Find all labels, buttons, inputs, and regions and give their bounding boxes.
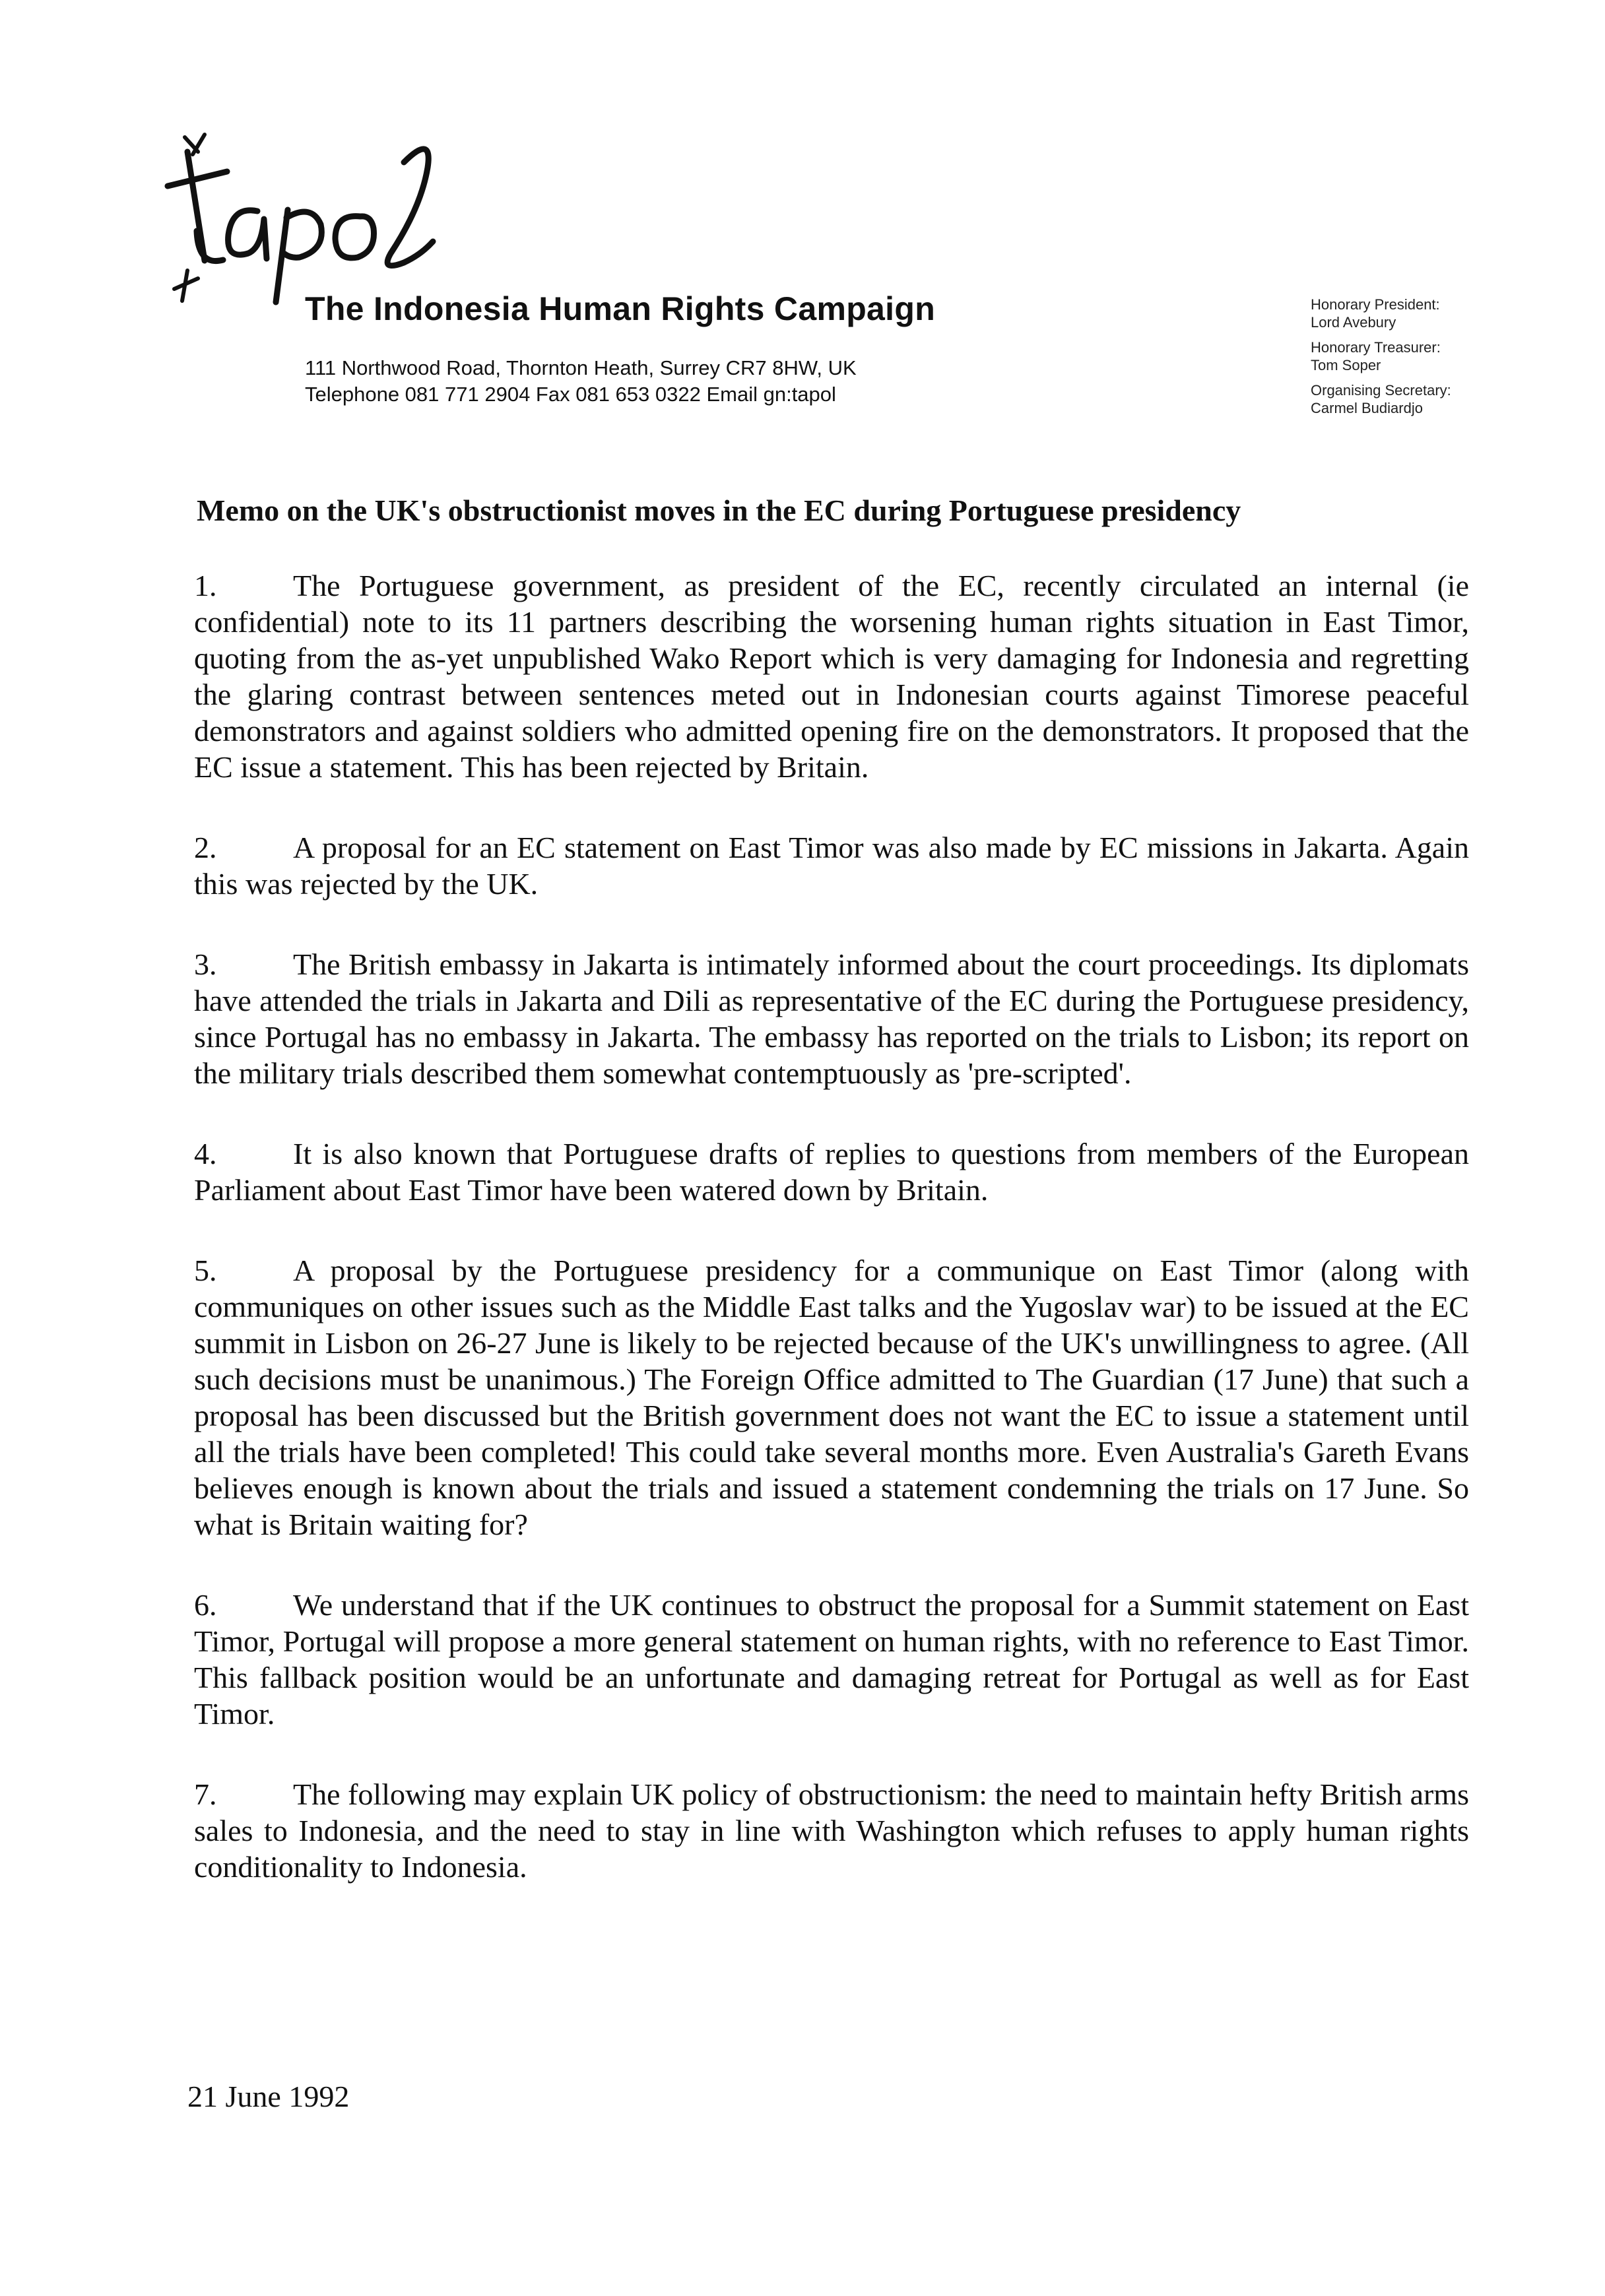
paragraph-text: A proposal by the Portuguese presidency for a communique on East Timor (along with communiques on other issues such as the Middle East talks and the Yugoslav war) to be issued at the EC summit in Lisbon on 26-27 June is likely to be rejected because of the UK's unwillingness to agree. (All such decisions must be unanimous.) The Foreign Office admitted to The Guardian (17 June) that such a proposal has been discussed but the British government does not want the EC to issue a statement until all the trials have been completed! This could take several months more. Even Australia's Gareth Evans believes enough is known about the trials and issued a statement condemning the trials on 17 June. So what is Britain waiting for? [194,1254,1469,1541]
paragraph-number: 3. [194,947,217,981]
paragraph-text: The following may explain UK policy of obstructionism: the need to maintain hefty British arms sales to Indonesia, and the need to stay in line with Washington which refuses to apply human rights conditionality to Indonesia. [194,1777,1469,1884]
paragraph-text: A proposal for an EC statement on East Timor was also made by EC missions in Jakarta. Again this was rejected by the UK. [194,831,1469,901]
contact-line: Telephone 081 771 2904 Fax 081 653 0322 Email gn:tapol [305,383,836,406]
officer-role: Honorary Treasurer: [1311,339,1441,356]
officer-name: Tom Soper [1311,357,1381,373]
officer-secretary [1311,381,1451,417]
memo-body [194,567,1469,1929]
memo-date: 21 June 1992 [187,2080,350,2113]
officer-president [1311,296,1451,331]
paragraph-text: The British embassy in Jakarta is intimately informed about the court proceedings. Its diplomats have attended the trials in Jakarta and Dili as representative of the EC during the Portuguese presidency, since Portugal has no embassy in Jakarta. The embassy has reported on the trials to Lisbon; its report on the military trials described them somewhat contemptuously as 'pre-scripted'. [194,947,1469,1090]
paragraph-number: 5. [194,1254,217,1287]
officers-list [1311,296,1451,424]
paragraph-text: The Portuguese government, as president of the EC, recently circulated an internal (ie confidential) note to its 11 partners describing the worsening human rights situation in East Timor, quoting from the as-yet unpublished Wako Report which is very damaging for Indonesia and regretting the glaring contrast between sentences meted out in Indonesian courts against Timorese peaceful demonstrators and against soldiers who admitted opening fire on the demonstrators. It proposed that the EC issue a statement. This has been rejected by Britain. [194,569,1469,784]
paragraph-text: We understand that if the UK continues to obstruct the proposal for a Summit statement on East Timor, Portugal will propose a more general statement on human rights, with no reference to East Timor. This fallback position would be an unfortunate and damaging retreat for Portugal as well as for East Timor. [194,1588,1469,1731]
contact-block [305,355,857,408]
memo-paragraph [194,946,1469,1091]
paragraph-number: 6. [194,1588,217,1622]
address-line: 111 Northwood Road, Thornton Heath, Surrey CR7 8HW, UK [305,356,857,379]
paragraph-number: 1. [194,569,217,602]
paragraph-number: 2. [194,831,217,864]
memo-paragraph [194,567,1469,785]
memo-paragraph [194,1135,1469,1208]
memo-paragraph [194,1587,1469,1732]
memo-paragraph [194,1776,1469,1885]
officer-treasurer [1311,338,1451,374]
paragraph-number: 7. [194,1777,217,1811]
officer-role: Organising Secretary: [1311,382,1451,399]
memo-paragraph [194,1252,1469,1543]
tapol-logo [158,125,475,317]
memo-title: Memo on the UK's obstructionist moves in the EC during Portuguese presidency [197,494,1241,527]
officer-name: Lord Avebury [1311,314,1396,331]
officer-name: Carmel Budiardjo [1311,400,1423,416]
memo-paragraph [194,829,1469,902]
officer-role: Honorary President: [1311,296,1440,313]
paragraph-number: 4. [194,1137,217,1170]
paragraph-text: It is also known that Portuguese drafts of replies to questions from members of the European Parliament about East Timor have been watered down by Britain. [194,1137,1469,1207]
organization-name: The Indonesia Human Rights Campaign [305,290,936,327]
